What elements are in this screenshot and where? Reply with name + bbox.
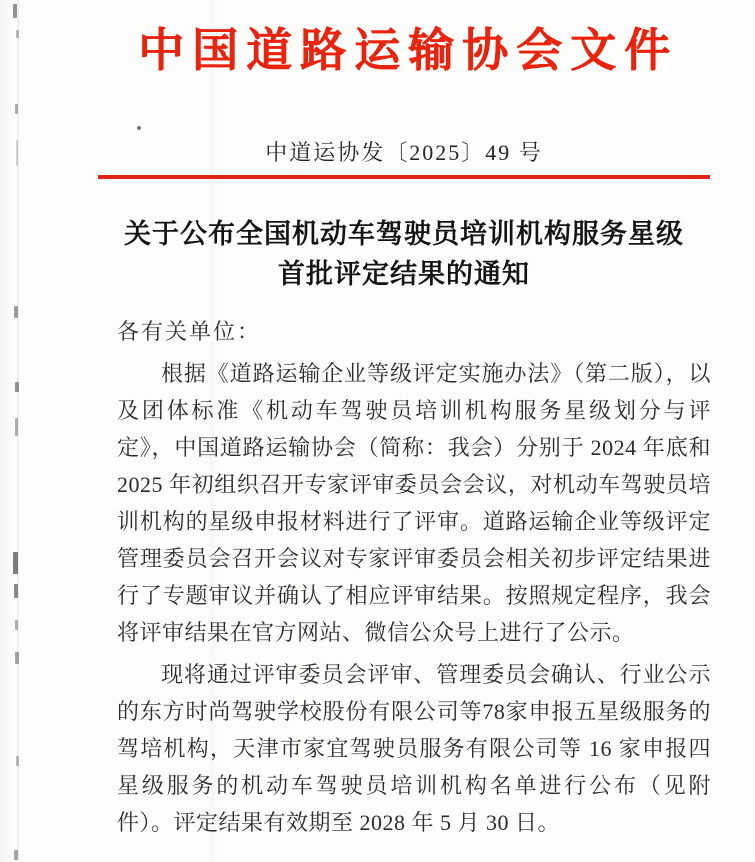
scan-artifact bbox=[14, 850, 18, 860]
document-title bbox=[98, 214, 710, 294]
salutation: 各有关单位： bbox=[117, 319, 262, 344]
scan-artifact bbox=[13, 552, 18, 574]
scan-artifact bbox=[15, 104, 18, 114]
scan-artifact bbox=[14, 306, 18, 318]
scan-artifact bbox=[16, 140, 18, 166]
document-title-line2: 首批评定结果的通知 bbox=[278, 259, 530, 289]
scan-artifact bbox=[15, 382, 19, 392]
scan-artifact bbox=[15, 620, 18, 630]
paragraph-2: 现将通过评审委员会评审、管理委员会确认、行业公示的东方时尚驾驶学校股份有限公司等78家申报五星级服务的驾培机构，天津市家宜驾驶员服务有限公司等 16 家申报四星级服务的机动车驾驶员培训机构名单进行公布（见附件）。评定结果有效期至 2028 年 5 月 30 日。 bbox=[117, 662, 711, 835]
scan-artifact bbox=[16, 30, 19, 38]
scan-artifact bbox=[15, 418, 18, 436]
paragraph-1: 根据《道路运输企业等级评定实施办法》（第二版），以及团体标准《机动车驾驶员培训机构服务星级划分与评定》，中国道路运输协会（简称：我会）分别于 2024 年底和 2025 年初组织召开专家评审委员会会议，对机动车驾驶员培训机构的星级申报材料进行了评审。道路运输企业等级评定管理委员会召开会议对专家评审委员会相关初步评定结果进行了专题审议并确认了相应评审结果。按照规定程序，我会将评审结果在官方网站、微信公众号上进行了公示。 bbox=[117, 361, 711, 645]
document-body bbox=[117, 313, 711, 841]
scan-artifact bbox=[16, 756, 19, 766]
document-title-line1: 关于公布全国机动车驾驶员培训机构服务星级 bbox=[124, 219, 684, 249]
red-divider-line bbox=[98, 175, 710, 179]
scan-artifact bbox=[15, 652, 19, 664]
document-content bbox=[98, 24, 710, 841]
scan-artifact bbox=[14, 584, 18, 598]
document-number: 中道运协发〔2025〕49 号 bbox=[265, 140, 543, 165]
org-letterhead-title: 中国道路运输协会文件 bbox=[138, 25, 678, 76]
scan-artifact bbox=[13, 4, 17, 18]
